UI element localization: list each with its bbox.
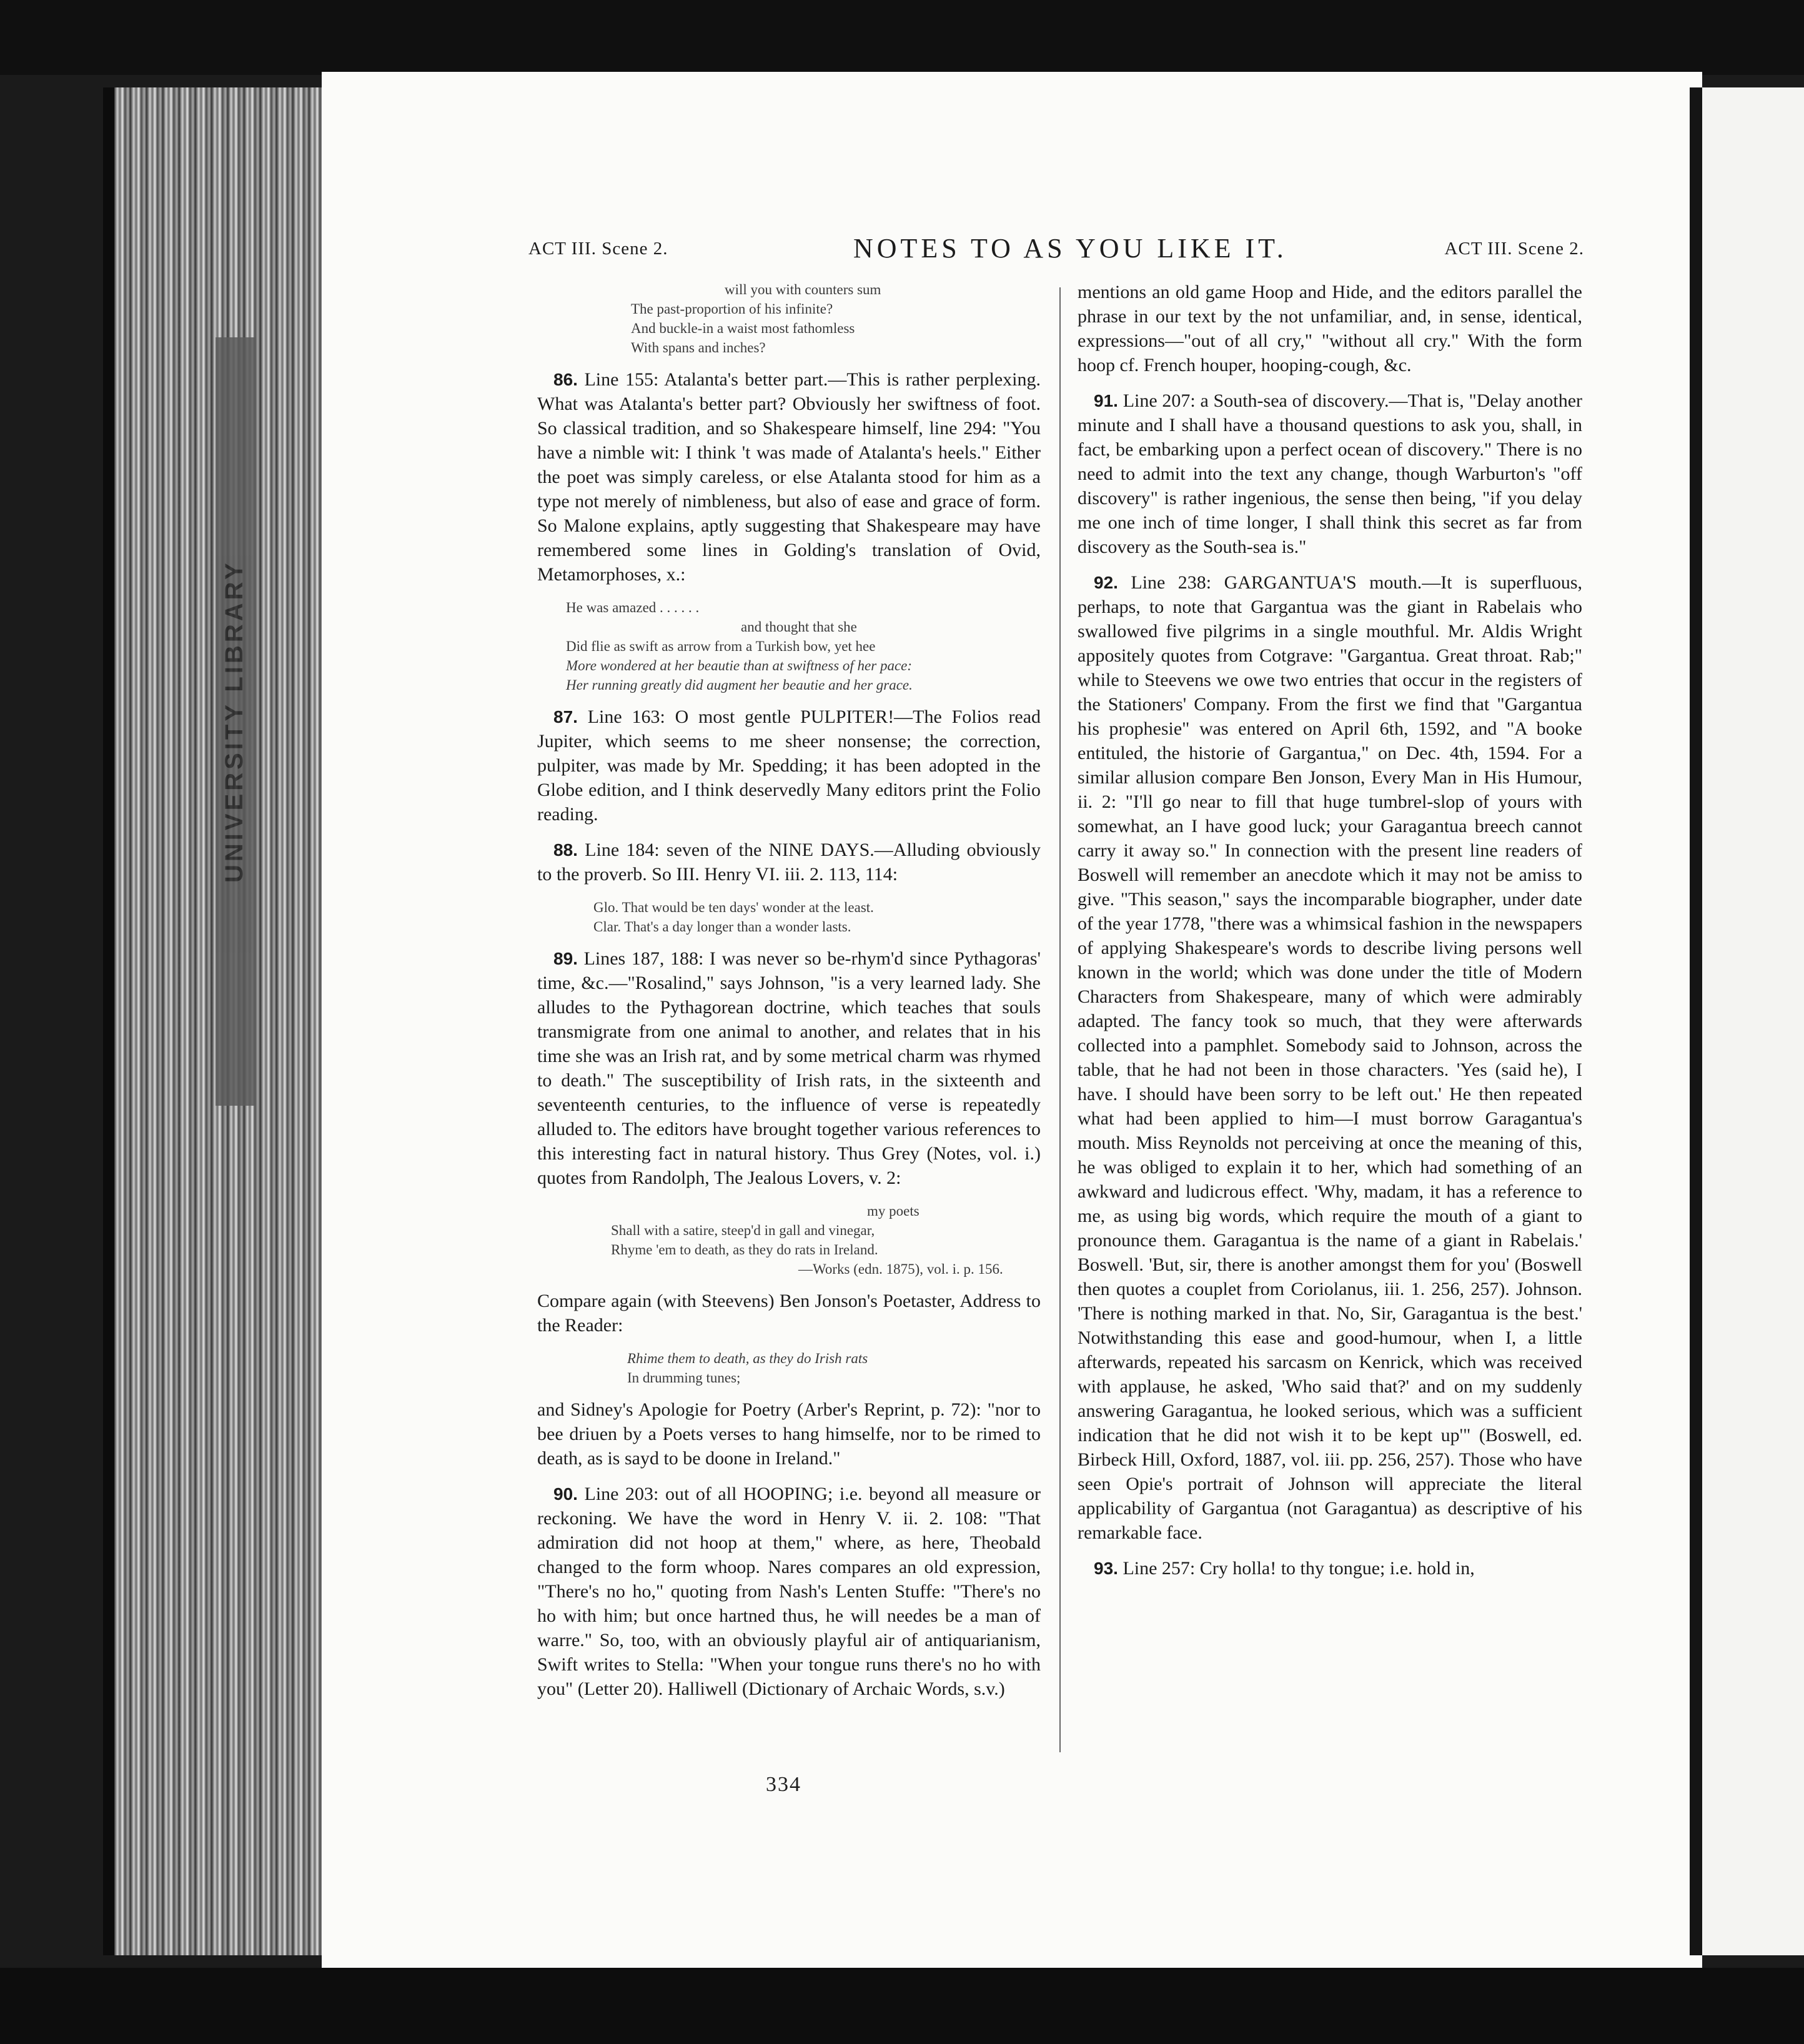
page-title: NOTES TO AS YOU LIKE IT.	[853, 233, 1287, 264]
note-number: 86.	[553, 370, 578, 389]
note-87	[537, 705, 1041, 826]
note-number: 91.	[1094, 391, 1118, 410]
note-89-continued: Compare again (with Steevens) Ben Jonson's Poetaster, Address to the Reader:	[537, 1291, 1041, 1336]
note-number: 90.	[553, 1484, 578, 1504]
scan-top-shadow	[0, 0, 1804, 75]
note-86	[537, 367, 1041, 587]
note-number: 88.	[553, 840, 578, 860]
left-column	[537, 280, 1041, 1712]
note-90-continued: mentions an old game Hoop and Hide, and the editors parallel the phrase in our text by the not unfamiliar, and, in sense, identical, expressions—"out of all cry," "without all cry." With the form hoop cf. French houper, hooping-cough, &c.	[1078, 282, 1582, 375]
facing-page	[1702, 87, 1804, 1955]
verse-quote: He was amazed . . . . . . and thought that she Did flie as swift as arrow from a Turkish bow, yet hee More wondered at her beautie than at swiftness of her pace: Her running greatly did augment her beautie and her grace.	[566, 600, 913, 693]
note-text: Lines 187, 188: I was never so be-rhym'd since Pythagoras' time, &c.—"Rosalind," says Johnson, "is a very learned lady. She alludes to the Pythagorean doctrine, which teaches that souls transmigrate from one animal to another, and relates that in his time she was an Irish rat, and by some metrical charm was rhymed to death." The susceptibility of Irish rats, in the sixteenth and seventeenth centuries, to the influence of verse is repeatedly alluded to. The editors have brought together various references to this interesting fact in natural history. Thus Grey (Notes, vol. i.) quotes from Randolph, The Jealous Lovers, v. 2:	[537, 948, 1041, 1188]
note-number: 89.	[553, 949, 578, 968]
library-spine-label	[216, 337, 254, 1106]
running-header	[528, 232, 1584, 270]
note-text: Line 203: out of all HOOPING; i.e. beyond all measure or reckoning. We have the word in Henry V. ii. 2. 108: "That admiration did not hoop at them," where, as here, Theobald changed to the form whoop. Nares compares an old expression, "There's no ho," quoting from Nash's Lenten Stuffe: "There's no ho with him; but once hartned thus, he will needes be a man of warre." So, too, with an obviously playful air of antiquarianism, Swift writes to Stella: "When your tongue runs there's no ho with you" (Letter 20). Halliwell (Dictionary of Archaic Words, s.v.)	[537, 1484, 1041, 1699]
library-stamp-text: UNIVERSITY LIBRARY	[221, 560, 248, 883]
note-number: 87.	[553, 707, 578, 727]
note-93	[1078, 1556, 1582, 1580]
note-92	[1078, 570, 1582, 1545]
note-text: Line 238: GARGANTUA'S mouth.—It is superfluous, perhaps, to note that Gargantua was the giant in Rabelais who swallowed five pilgrims in a single mouthful. Mr. Aldis Wright appositely quotes from Cotgrave: "Gargantua. Great throat. Rab;" while to Steevens we owe two entries that occur in the registers of the Stationers' Company. From the first we find that "Gargantua his prophesie" was entered on April 6th, 1592, and "A booke entituled, the historie of Gargantua," on Dec. 4th, 1594. For a similar allusion compare Ben Jonson, Every Man in His Humour, ii. 2: "I'll go near to fill that huge tumbrel-slop of yours with somewhat, an I have good luck; your Garagantua breech cannot carry it away so." In connection with the present line readers of Boswell will remember an anecdote which it may not be amiss to give. "This season," says the incomparable biographer, under date of the year 1778, "there was a whimsical fashion in the newspapers of applying Shakespeare's words to describe living persons well known in the world; which was done under the title of Modern Characters from Shakespeare, many of which were admirably adapted. The fancy took so much, that they were afterwards collected into a pamphlet. Somebody said to Johnson, across the table, that he had not been in those characters. 'Yes (said he), I have. I should have been sorry to be left out.' He then repeated what had been applied to him—I must borrow Garagantua's mouth. Miss Reynolds not perceiving at once the meaning of this, he was obliged to explain it to her, which had something of an awkward and ludicrous effect. 'Why, madam, it has a reference to me, as using big words, which require the mouth of a giant to pronounce them. Garagantua is the name of a giant in Rabelais.' Boswell. 'But, sir, there is another amongst them for you' (Boswell then quotes a couplet from Coriolanus, iii. 1. 256, 257). Johnson. 'There is nothing marked in that. No, Sir, Garagantua is the best.' Notwithstanding this ease and good-humour, when I, a little afterwards, repeated his sarcasm on Kenrick, which was received with applause, he asked, 'Who said that?' and on my suddenly answering Garagantua, he looked serious, which was a sufficient indication that he did not wish it to be kept up'" (Boswell, ed. Birbeck Hill, Oxford, 1887, vol. iii. pp. 256, 257). Those who have seen Opie's portrait of Johnson will appreciate the literal applicability of Gargantua (not Garagantua) as descriptive of his remarkable face.	[1078, 572, 1582, 1543]
note-text: Line 163: O most gentle PULPITER!—The Folios read Jupiter, which seems to me sheer nonsense; the correction, pulpiter, was made by Mr. Spedding; it has been adopted in the Globe edition, and I think deservedly Many editors print the Folio reading.	[537, 707, 1041, 825]
note-text: Line 184: seven of the NINE DAYS.—Alluding obviously to the proverb. So III. Henry VI. iii. 2. 113, 114:	[537, 840, 1041, 885]
header-act-scene-left: ACT III. Scene 2.	[528, 239, 668, 259]
column-divider	[1059, 287, 1061, 1752]
note-text: Line 207: a South-sea of discovery.—That is, "Delay another minute and I shall have a thousand questions to ask you, shall, in fact, be embarking upon a perfect ocean of discovery." There is no need to admit into the text any change, though Warburton's "off discovery" is rather ingenious, the sense then being, "if you delay me one inch of time longer, I shall think this secret as far from discovery as the South-sea is."	[1078, 390, 1583, 557]
verse-quote: Glo. That would be ten days' wonder at the least. Clar. That's a day longer than a wonder lasts.	[593, 900, 874, 935]
note-90	[537, 1482, 1041, 1701]
note-91	[1078, 389, 1582, 559]
note-88	[537, 838, 1041, 886]
page-number: 334	[766, 1773, 801, 1796]
note-89	[537, 946, 1041, 1190]
note-89-continued: and Sidney's Apologie for Poetry (Arber's Reprint, p. 72): "nor to bee driuen by a Poets verses to hang himselfe, nor to be rimed to death, as is sayd to be doone in Ireland."	[537, 1399, 1041, 1469]
note-text: Line 155: Atalanta's better part.—This is rather perplexing. What was Atalanta's better part? Obviously her swiftness of foot. So classical tradition, and so Shakespeare himself, line 294: "You have a nimble wit: I think 't was made of Atalanta's heels." Either the poet was simply careless, or else Atalanta stood for him as a type not merely of nimbleness, but also of ease and grace of form. So Malone explains, aptly suggesting that Shakespeare may have remembered some lines in Golding's translation of Ovid, Metamorphoses, x.:	[537, 369, 1041, 585]
right-page-gutter	[1690, 87, 1702, 1955]
scan-bottom-shadow	[0, 1968, 1804, 2044]
note-number: 92.	[1094, 573, 1118, 592]
right-column	[1078, 280, 1582, 1592]
verse-quote: Rhime them to death, as they do Irish rats In drumming tunes;	[627, 1351, 868, 1386]
header-act-scene-right: ACT III. Scene 2.	[1444, 239, 1584, 259]
note-number: 93.	[1094, 1559, 1118, 1578]
note-text: Line 257: Cry holla! to thy tongue; i.e. hold in,	[1123, 1558, 1475, 1579]
verse-quote: will you with counters sum The past-proportion of his infinite? And buckle-in a waist most fathomless With spans and inches?	[631, 282, 881, 355]
verse-quote: my poets Shall with a satire, steep'd in gall and vinegar, Rhyme 'em to death, as they do rats in Ireland. —Works (edn. 1875), vol. i. p. 156.	[611, 1203, 1003, 1277]
